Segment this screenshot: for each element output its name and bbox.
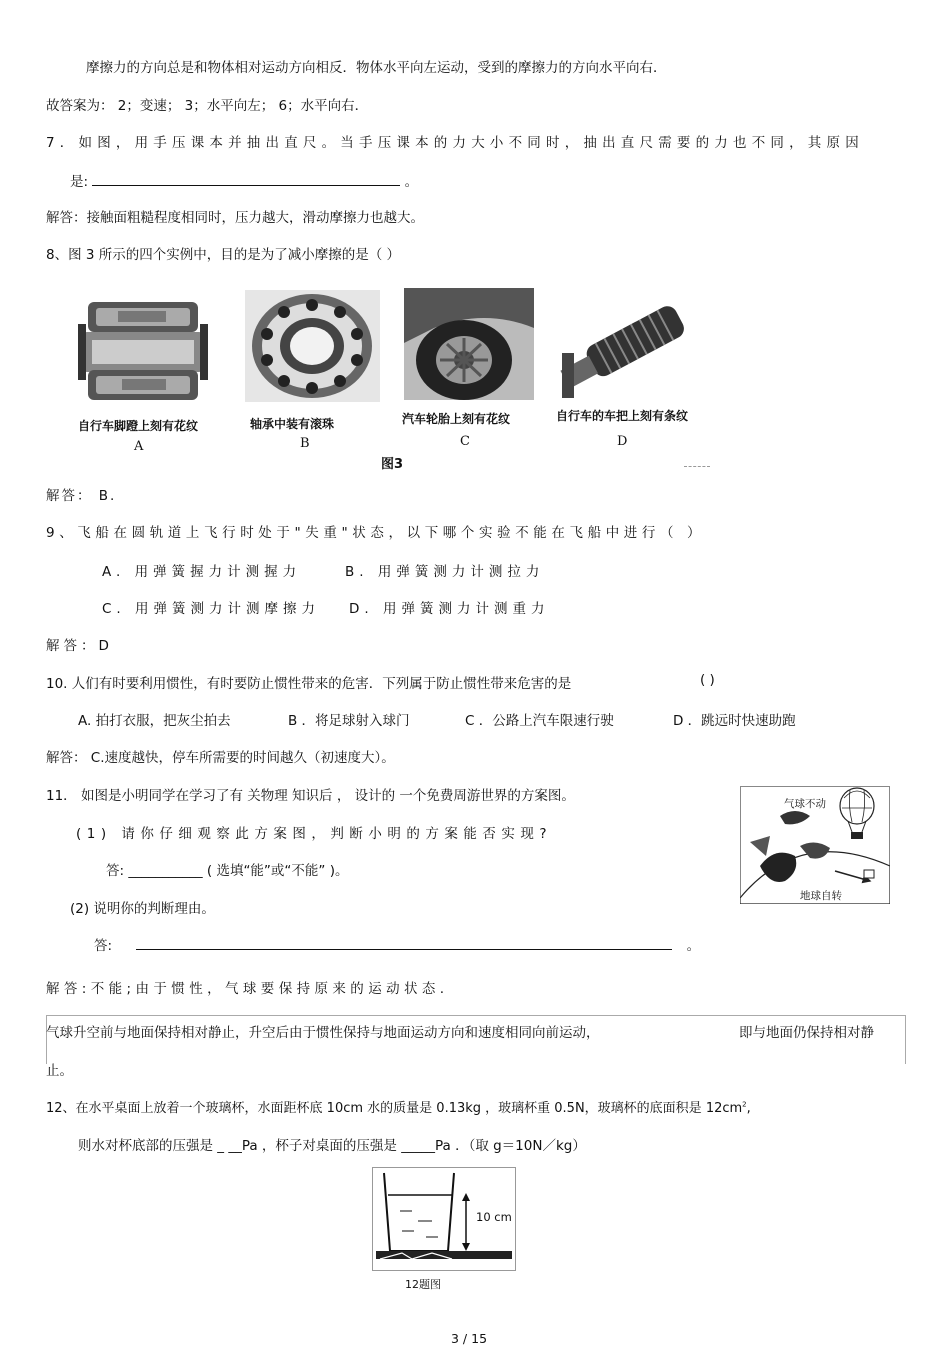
question-12-text: 12、在水平桌面上放着一个玻璃杯，水面距杯底 10cm 水的质量是 0.13kg ，玻璃杯重 0.5N，玻璃杯的底面积是 12cm: [46, 1101, 743, 1116]
figure-3-caption-c: 汽车轮胎上刻有花纹: [402, 412, 511, 426]
figure-3-caption-a: 自行车脚蹬上刻有花纹: [78, 419, 199, 433]
question-12: [46, 1097, 751, 1116]
answer-11-line-2: 气球升空前与地面保持相对静止，升空后由于惯性保持与地面运动方向和速度相同向前运动，: [46, 1025, 600, 1041]
figure-11-label-bottom: 地球自转: [800, 890, 842, 902]
question-10-option-c: C ．公路上汽车限速行驶: [465, 713, 614, 729]
tire-image: [404, 288, 534, 400]
answer-suffix: 。: [686, 938, 701, 954]
answer-7: 解答：接触面粗糙程度相同时，压力越大，滑动摩擦力也越大。: [46, 210, 424, 226]
handlebar-image: [556, 293, 696, 398]
divider: [684, 466, 710, 467]
answer-11-line-3: 止。: [46, 1063, 73, 1079]
question-9-option-c: C. 用弹簧测力计测摩擦力: [102, 601, 321, 617]
answer-line-6: 故答案为： 2；变速； 3；水平向左； 6；水平向右．: [46, 98, 369, 114]
question-9-option-b: B. 用弹簧测力计测拉力: [345, 564, 545, 580]
question-12-comma: ,: [746, 1101, 751, 1116]
question-10-paren: ( ): [700, 672, 715, 688]
answer-8: 解答： B.: [46, 488, 117, 504]
figure-3-letter-d: D: [617, 434, 628, 449]
question-11-part-1: (1) 请你仔细观察此方案图，判断小明的方案能否实现?: [76, 826, 553, 842]
figure-3-letter-a: A: [134, 439, 144, 454]
question-10-option-d: D ．跳远时快速助跑: [673, 713, 796, 729]
figure-3-caption-b: 轴承中装有滚珠: [250, 417, 335, 431]
answer-10: 解答： C.速度越快，停车所需要的时间越久（初速度大）。: [46, 750, 395, 766]
question-7-suffix: 。: [404, 174, 419, 190]
question-10-option-a: A. 拍打衣服，把灰尘拍去: [78, 713, 231, 729]
question-9-option-a: A. 用弹簧握力计测握力: [102, 564, 302, 580]
question-11-part-2: (2) 说明你的判断理由。: [70, 901, 215, 917]
answer-blank: [136, 935, 672, 950]
question-7-prefix: 是:: [70, 174, 89, 190]
question-9-option-d: D. 用弹簧测力计测重力: [349, 601, 550, 617]
question-12-line-2: 则水对杯底部的压强是 _ __Pa ，杯子对桌面的压强是 _____Pa ．（取 g＝10N／kg）: [78, 1138, 586, 1154]
answer-9: 解答：D: [46, 638, 113, 654]
text-line-1: 摩擦力的方向总是和物体相对运动方向相反．物体水平向左运动，受到的摩擦力的方向水平向右．: [86, 60, 667, 76]
figure-3-letter-c: C: [460, 434, 470, 449]
question-7: 7．如图，用手压课本并抽出直尺。当手压课本的力大小不同时，抽出直尺需要的力也不同，其原因: [46, 135, 864, 151]
answer-11-line-2-end: 即与地面仍保持相对静: [739, 1025, 874, 1041]
question-11-part-1-answer: 答: ___________ ( 选填“能”或“不能” )。: [106, 863, 349, 879]
figure-11-label-top: 气球不动: [784, 798, 826, 810]
question-11: 11． 如图是小明同学在学习了有 关物理 知识后 ， 设计的 一个免费周游世界的方案图。: [46, 788, 575, 804]
question-7-blank: [70, 170, 418, 190]
answer-prefix: 答:: [94, 938, 113, 954]
figure-12-measure: 10 cm: [476, 1210, 512, 1224]
superscript: 2: [742, 1100, 747, 1109]
pedal-image: [78, 296, 208, 408]
answer-blank: [92, 171, 400, 186]
question-10: 10. 人们有时要利用惯性，有时要防止惯性带来的危害．下列属于防止惯性带来危害的是: [46, 676, 572, 692]
figure-3-letter-b: B: [300, 436, 310, 451]
answer-11: 解答:不能;由于惯性，气球要保持原来的运动状态.: [46, 981, 449, 997]
question-11-part-2-answer: [94, 934, 700, 954]
figure-3-title: 图3: [381, 457, 404, 472]
bearing-image: [245, 290, 380, 402]
question-9: 9、飞船在圆轨道上飞行时处于"失重"状态，以下哪个实验不能在飞船中进行（ ）: [46, 525, 706, 541]
figure-3-caption-d: 自行车的车把上刻有条纹: [556, 409, 689, 423]
question-10-option-b: B ．将足球射入球门: [288, 713, 410, 729]
figure-12-caption: 12题图: [405, 1278, 441, 1291]
question-8: 8、图 3 所示的四个实例中，目的是为了减小摩擦的是（ ）: [46, 247, 401, 263]
page-number: 3 / 15: [451, 1331, 488, 1346]
